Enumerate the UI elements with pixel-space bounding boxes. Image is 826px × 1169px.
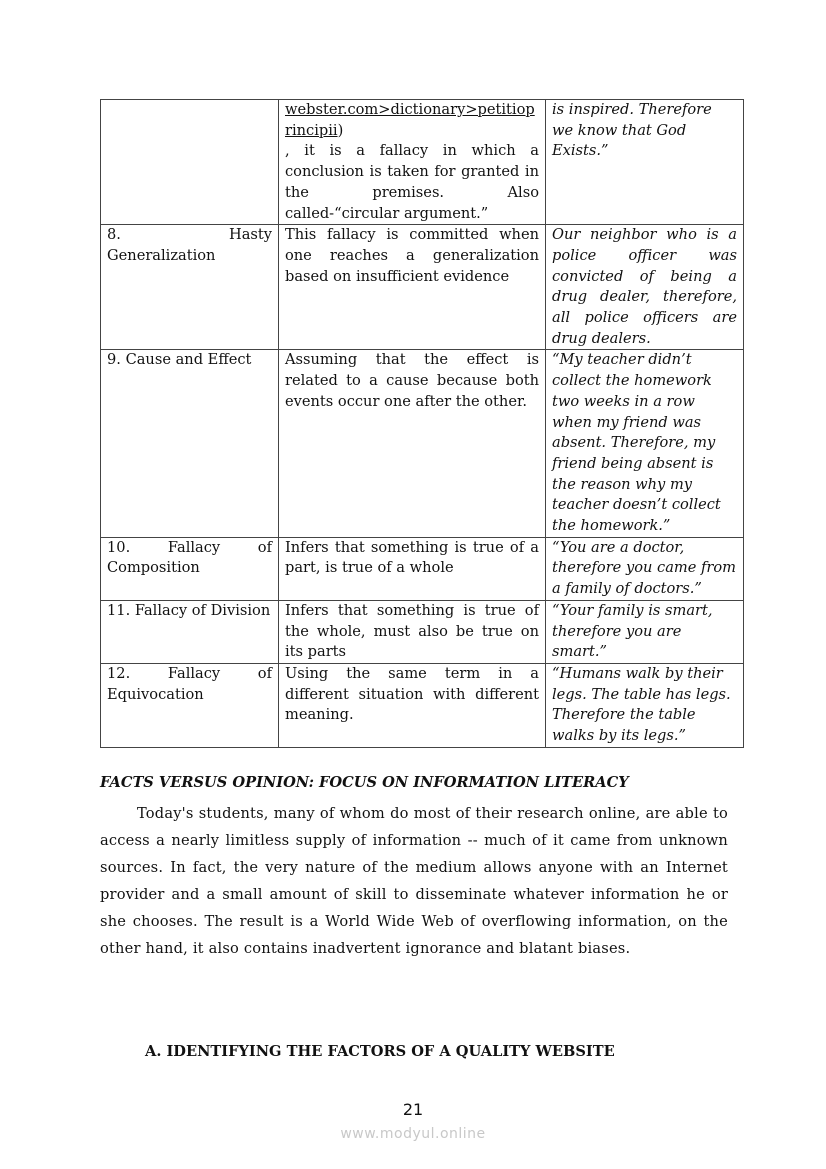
fallacy-definition-cell: Using the same term in a different situation with different meaning. <box>279 663 546 747</box>
table-row <box>101 663 744 747</box>
link-close-paren: ) <box>337 121 344 139</box>
body-paragraph: Today's students, many of whom do most of their research online, are able to access a nearly limitless supply of information -- much of it came from unknown sources. In fact, the very nature of the medium allows anyone with an Internet provider and a small amount of skill to disseminate whatever information he or she chooses. The result is a World Wide Web of overflowing information, on the other hand, it also contains inadvertent ignorance and blatant biases. <box>100 805 728 957</box>
fallacy-example-cell: is inspired. Therefore we know that God Exists.” <box>546 100 744 225</box>
fallacies-table <box>100 99 744 748</box>
table-row <box>101 350 744 537</box>
table-row <box>101 600 744 663</box>
fallacy-definition-cell: Infers that something is true of a part, is true of a whole <box>279 537 546 600</box>
fallacy-example-cell: “You are a doctor, therefore you came from a family of doctors.” <box>546 537 744 600</box>
table-row <box>101 100 744 225</box>
fallacy-name-cell: 10. Fallacy of Composition <box>101 537 279 600</box>
fallacy-example-cell: “Humans walk by their legs. The table has legs. Therefore the table walks by its legs.” <box>546 663 744 747</box>
subsection-heading: A. IDENTIFYING THE FACTORS OF A QUALITY WEBSITE <box>145 1043 615 1060</box>
fallacy-name-cell: 8. Hasty Generalization <box>101 225 279 350</box>
fallacy-definition-cell <box>279 100 546 225</box>
dictionary-link[interactable]: webster.com>dictionary>petitioprincipii <box>285 101 535 139</box>
section-heading: FACTS VERSUS OPINION: FOCUS ON INFORMATION LITERACY <box>100 774 629 791</box>
table-row <box>101 225 744 350</box>
fallacy-definition-cell: This fallacy is committed when one reaches a generalization based on insufficient evidence <box>279 225 546 350</box>
fallacy-definition-cell: Infers that something is true of the whole, must also be true on its parts <box>279 600 546 663</box>
fallacy-name-cell: 9. Cause and Effect <box>101 350 279 537</box>
fallacy-name-cell: 11. Fallacy of Division <box>101 600 279 663</box>
fallacy-name-cell: 12. Fallacy of Equivocation <box>101 663 279 747</box>
fallacy-example-cell: Our neighbor who is a police officer was convicted of being a drug dealer, therefore, all police officers are drug dealers. <box>546 225 744 350</box>
fallacy-example-cell: “Your family is smart, therefore you are smart.” <box>546 600 744 663</box>
table-row <box>101 537 744 600</box>
fallacy-name-cell <box>101 100 279 225</box>
fallacy-definition-cell: Assuming that the effect is related to a cause because both events occur one after the other. <box>279 350 546 537</box>
fallacy-example-cell: “My teacher didn’t collect the homework two weeks in a row when my friend was absent. Therefore, my friend being absent is the reason why my teacher doesn’t collect the homework.” <box>546 350 744 537</box>
page-number: 21 <box>402 1100 424 1119</box>
definition-text: , it is a fallacy in which a conclusion is taken for granted in the premises. Also called-“circular argument.” <box>285 142 539 222</box>
watermark: www.modyul.online <box>340 1126 486 1142</box>
